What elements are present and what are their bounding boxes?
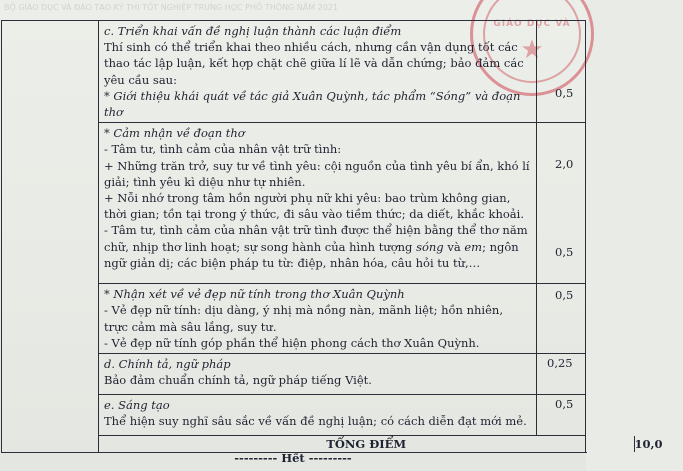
score-value: 0,5 [555, 86, 574, 100]
content-cell [99, 395, 537, 436]
score-cell [537, 123, 586, 284]
content-cell [99, 21, 537, 123]
bleed-through-header: BỘ GIÁO DỤC VÀ ĐÀO TẠO KỲ THI TỐT NGHIỆP TRUNG HỌC PHỔ THÔNG NĂM 2021 [4, 3, 339, 12]
content-cell [99, 354, 537, 395]
score-cell [537, 284, 586, 354]
criterion-line: + Những trăn trở, suy tư về tình yêu: cội nguồn của tình yêu bí ẩn, khó lí giải; tình yêu kì diệu như tự nhiên. [104, 158, 530, 189]
score-value: 2,0 [555, 157, 574, 172]
score-cell [537, 395, 586, 436]
criterion-text: ; ngôn ngữ giản dị; các biện pháp tu từ: điệp, nhân hóa, câu hỏi tu từ,… [104, 239, 519, 270]
score-value: 0,5 [555, 245, 574, 260]
criterion-line: Bảo đảm chuẩn chính tả, ngữ pháp tiếng Việt. [104, 373, 372, 388]
criterion-text: - Tâm tư, tình cảm của nhân vật trữ tình được thể hiện bằng thể thơ năm chữ, nhịp thơ linh hoạt; sự song hành của hình tượng [104, 223, 528, 254]
seal-text: GIÁO DỤC VÀ [493, 19, 571, 29]
criterion-text: và [443, 239, 465, 254]
score-cell [537, 21, 586, 123]
left-column-cell [2, 21, 99, 453]
italic-term: em [464, 239, 483, 254]
content-cell [99, 123, 537, 284]
criterion-line: - Vẻ đẹp nữ tính góp phần thể hiện phong cách thơ Xuân Quỳnh. [104, 335, 480, 350]
criterion-line: + Nỗi nhớ trong tâm hồn người phụ nữ khi yêu: bao trùm không gian, thời gian; tồn tại trong ý thức, đi sâu vào tiềm thức; da diết, khắc khoải. [104, 191, 524, 222]
criterion-line: - Tâm tư, tình cảm của nhân vật trữ tình: [104, 142, 342, 157]
criterion-heading: * Giới thiệu khái quát về tác giả Xuân Quỳnh, tác phẩm “Sóng” và đoạn thơ [104, 88, 521, 120]
total-label: TỔNG ĐIỂM [99, 436, 634, 452]
total-score: 10,0 [634, 437, 663, 452]
score-cell [537, 354, 586, 395]
grading-table [1, 20, 663, 453]
total-inner-table [99, 436, 683, 452]
score-value: 0,5 [555, 397, 574, 412]
content-cell [99, 284, 537, 354]
seal-star-icon: ★ [520, 35, 544, 65]
section-heading: c. Triển khai vấn đề nghị luận thành các luận điểm [104, 24, 402, 38]
score-value: 0,25 [547, 356, 573, 371]
criterion-heading: * Cảm nhận về đoạn thơ [104, 126, 245, 141]
criterion-line: Thể hiện suy nghĩ sâu sắc về vấn đề nghị luận; có cách diễn đạt mới mẻ. [104, 414, 527, 429]
criterion-heading: d. Chính tả, ngữ pháp [104, 357, 231, 372]
criterion-line [104, 222, 530, 271]
criterion-heading: e. Sáng tạo [104, 398, 170, 413]
criterion-heading: * Nhận xét về vẻ đẹp nữ tính trong thơ Xuân Quỳnh [104, 287, 405, 302]
end-marker: --------- Hết --------- [234, 451, 352, 465]
section-text: Thí sinh có thể triển khai theo nhiều cách, nhưng cần vận dụng tốt các thao tác lập luận, kết hợp chặt chẽ giữa lí lẽ và dẫn chứng; bảo đảm các yêu cầu sau: [104, 40, 524, 87]
criterion-line: - Vẻ đẹp nữ tính: dịu dàng, ý nhị mà nồng nàn, mãnh liệt; hồn nhiên, trực cảm mà sâu lắng, suy tư. [104, 303, 503, 334]
italic-term: sóng [416, 239, 444, 254]
score-value: 0,5 [555, 288, 574, 303]
table-row [2, 21, 586, 123]
